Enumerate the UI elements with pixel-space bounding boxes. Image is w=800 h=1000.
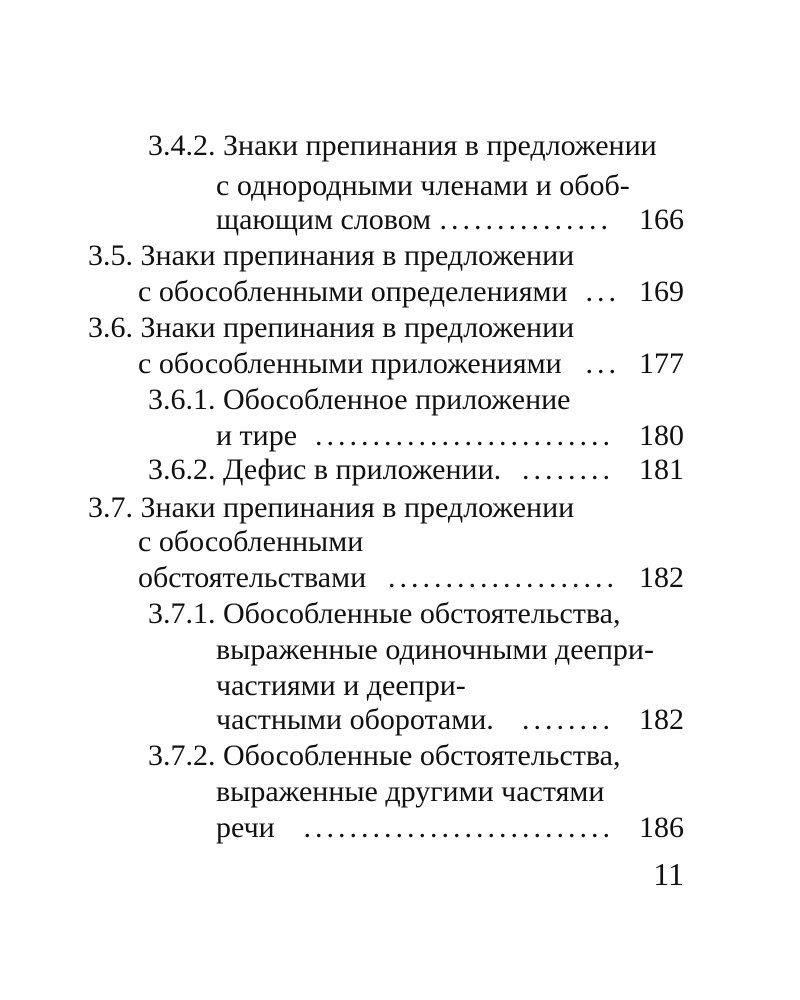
page-number: 182 <box>639 561 684 594</box>
toc-entry-continuation: частными оборотами. <box>216 703 494 736</box>
toc-line <box>216 772 686 812</box>
folio-page-number: 11 <box>653 856 684 892</box>
toc-entry-heading: 3.5. Знаки препинания в предложении <box>88 239 575 272</box>
dot-leader: ........ <box>522 453 614 486</box>
page-number: 181 <box>639 453 684 486</box>
toc-entry-heading: 3.6.2. Дефис в приложении. <box>148 453 502 486</box>
toc-entry-continuation: с обособленными <box>138 525 364 558</box>
toc-line-last <box>148 450 688 490</box>
toc-entry-heading: 3.7.1. Обособленные обстоятельства, <box>148 597 621 630</box>
toc-entry-heading: 3.6. Знаки препинания в предложении <box>88 311 575 344</box>
toc-entry-heading: 3.4.2. Знаки препинания в предложении <box>148 129 657 162</box>
toc-line <box>148 594 688 634</box>
toc-line-last <box>138 558 686 598</box>
toc-line <box>148 380 688 420</box>
dot-leader: ........................... <box>303 811 614 844</box>
toc-entry-continuation: частиями и деепри- <box>216 669 466 702</box>
page-number: 166 <box>639 203 684 236</box>
toc-line <box>88 308 648 348</box>
toc-line-last <box>216 200 686 240</box>
dot-leader: ... <box>585 347 620 380</box>
toc-entry-continuation: с однородными членами и обоб- <box>216 169 630 202</box>
dot-leader: .......................... <box>315 419 614 452</box>
toc-line <box>148 126 688 166</box>
toc-line <box>138 522 686 562</box>
toc-line-last <box>216 700 686 740</box>
toc-line <box>216 630 686 670</box>
toc-entry-heading: 3.7.2. Обособленные обстоятельства, <box>148 739 621 772</box>
toc-entry-heading: 3.7. Знаки препинания в предложении <box>88 491 575 524</box>
dot-leader: ........ <box>522 703 614 736</box>
toc-line <box>148 736 688 776</box>
dot-leader: ... <box>585 275 620 308</box>
toc-entry-continuation: выраженные другими частями <box>216 775 605 808</box>
page-number: 169 <box>639 275 684 308</box>
toc-entry-continuation: с обособленными определениями <box>138 275 568 308</box>
toc-entry-continuation: выраженные одиночными деепри- <box>216 633 654 666</box>
toc-entry-continuation: речи <box>216 811 275 844</box>
page-number: 177 <box>639 347 684 380</box>
toc-entry-continuation: щающим словом <box>216 203 432 236</box>
toc-line-last <box>216 808 686 848</box>
toc-line <box>88 236 648 276</box>
page-number: 180 <box>639 419 684 452</box>
toc-line-last <box>138 272 686 312</box>
toc-line-last <box>138 344 686 384</box>
dot-leader: .................... <box>388 561 618 594</box>
toc-entry-continuation: с обособленными приложениями <box>138 347 562 380</box>
toc-entry-heading: 3.6.1. Обособленное приложение <box>148 383 571 416</box>
page-number: 186 <box>639 811 684 844</box>
dot-leader: ............... <box>439 203 612 236</box>
toc-entry-continuation: обстоятельствами <box>138 561 367 594</box>
page-number: 182 <box>639 703 684 736</box>
toc-entry-continuation: и тире <box>216 419 298 452</box>
